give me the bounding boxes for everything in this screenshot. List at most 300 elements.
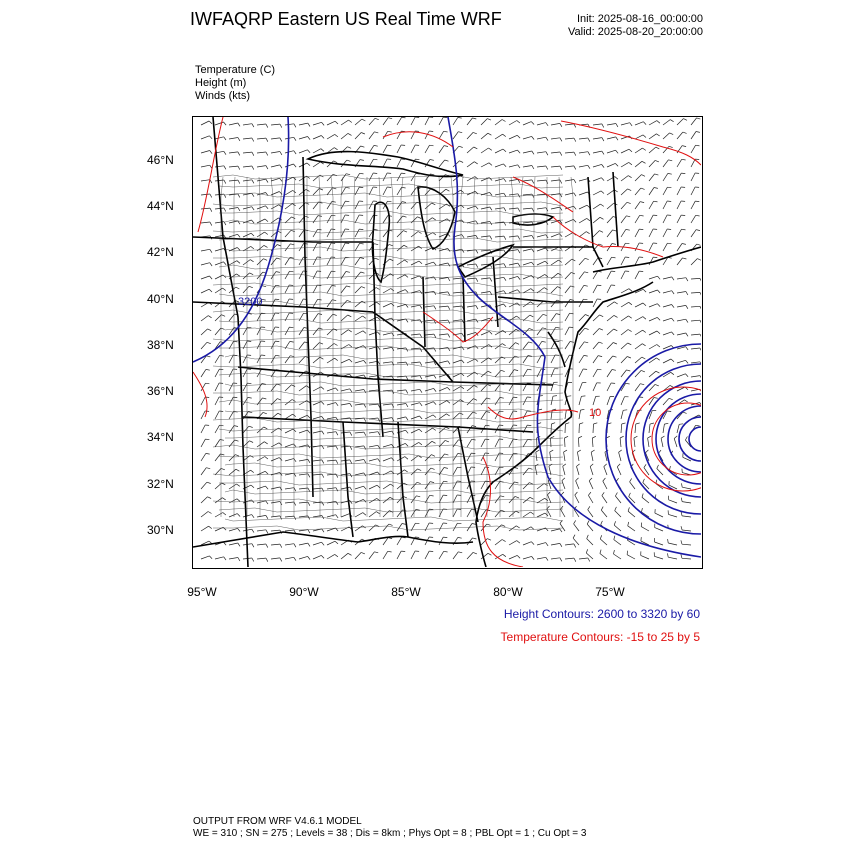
wind-barb-flag (346, 272, 350, 273)
wind-barb (201, 468, 206, 475)
wind-barb-flag (374, 132, 378, 133)
wind-barb (677, 187, 681, 195)
wind-barb-flag (250, 456, 253, 458)
lon-label-90: 90°W (289, 585, 319, 599)
wind-barb (327, 358, 335, 363)
wind-barb-flag (646, 450, 649, 453)
wind-barb (649, 384, 655, 391)
wind-barb-flag (672, 332, 675, 335)
wind-barb-flag (209, 556, 212, 559)
wind-barb-flag (220, 425, 224, 426)
wind-barb (628, 511, 635, 517)
wind-barb-flag (584, 355, 588, 356)
wind-barb (607, 244, 612, 252)
wind-barb (383, 471, 391, 475)
wind-barb-flag (335, 388, 338, 391)
wind-barb (509, 511, 516, 517)
wind-barb-flag (560, 123, 562, 126)
wind-barb (551, 180, 560, 181)
wind-barb (411, 403, 420, 405)
wind-barb (425, 262, 434, 265)
wind-barb (550, 452, 551, 461)
wind-barb-flag (292, 400, 295, 402)
wind-barb (271, 487, 280, 489)
wind-barb-flag (473, 132, 477, 133)
wind-barb (587, 524, 593, 531)
wind-barb (495, 149, 503, 153)
wind-barb-flag (573, 219, 576, 222)
wind-barb-flag (206, 383, 210, 384)
wind-barb (579, 396, 581, 405)
wind-barb-flag (280, 558, 282, 562)
wind-barb (411, 276, 419, 279)
wind-barb-flag (223, 527, 226, 530)
wind-barb (523, 497, 530, 503)
wind-barb (565, 558, 574, 559)
wind-barb-flag (308, 556, 311, 559)
wind-barb (341, 133, 348, 139)
wind-barb (299, 271, 303, 279)
wind-barb (285, 204, 292, 209)
wind-barb (663, 243, 667, 251)
wind-barb (668, 557, 677, 559)
wind-barb (271, 178, 280, 181)
wind-barb-flag (626, 383, 630, 384)
wind-barb (215, 411, 219, 419)
wind-barb (509, 135, 517, 139)
wind-barb-flag (629, 302, 632, 305)
wind-barb (509, 276, 518, 279)
atlantic-coast (476, 282, 653, 567)
wind-barb (615, 496, 621, 503)
wind-barb (257, 232, 265, 237)
wind-barb (327, 446, 336, 447)
wind-barb-flag (650, 423, 654, 424)
wind-barb (537, 248, 546, 251)
wind-barb-flag (251, 470, 254, 472)
county-line (213, 310, 563, 314)
wind-barb-flag (504, 236, 506, 240)
wind-barb-flag (461, 190, 464, 192)
wind-barb-flag (532, 136, 535, 139)
wind-barb-flag (592, 436, 596, 438)
wind-barb (355, 360, 364, 363)
wind-barb (481, 207, 490, 209)
wind-barb-flag (290, 271, 294, 272)
wind-barb (243, 515, 252, 517)
wind-barb (682, 516, 691, 517)
wind-barb-flag (308, 530, 310, 534)
wind-barb (537, 274, 545, 279)
wind-barb-flag (532, 556, 535, 559)
wind-barb (355, 272, 361, 279)
wind-barb (369, 445, 378, 447)
wind-barb-flag (548, 492, 551, 495)
wind-barb-flag (224, 222, 226, 226)
wind-barb (453, 320, 462, 321)
wind-barb (341, 174, 346, 181)
wind-barb (201, 276, 210, 279)
wind-barb-flag (236, 274, 239, 276)
wind-barb-flag (348, 315, 352, 317)
lat-label-36: 36°N (147, 384, 174, 398)
wind-barb (313, 122, 322, 125)
wind-barb-flag (560, 152, 562, 156)
wind-barb (313, 216, 318, 223)
wind-barb (439, 219, 447, 223)
wind-barb-flag (277, 399, 281, 401)
wind-barb (229, 314, 235, 321)
wind-barb-flag (681, 512, 682, 516)
wind-barb (495, 193, 504, 195)
wind-barb-flag (636, 423, 640, 424)
wind-barb-flag (551, 436, 555, 438)
wind-barb-flag (432, 441, 436, 443)
county-line (439, 177, 440, 517)
wind-barb-flag (224, 194, 226, 198)
wind-barb (551, 327, 556, 335)
wind-barb (215, 468, 221, 475)
wind-barb-flag (574, 193, 576, 196)
wind-barb (607, 230, 613, 237)
wind-barb (677, 173, 681, 181)
wind-barb-flag (332, 285, 336, 286)
wind-barb (341, 403, 350, 405)
wind-barb (383, 484, 391, 489)
wind-barb-flag (629, 149, 632, 152)
wind-barb-flag (209, 289, 212, 292)
wind-barb (509, 541, 517, 545)
wind-barb (257, 515, 266, 517)
wind-barb-flag (668, 160, 672, 161)
wind-barb (635, 122, 643, 125)
wind-barb-flag (601, 178, 604, 181)
wind-barb (589, 481, 593, 489)
wind-barb (285, 164, 294, 167)
wind-barb-flag (387, 145, 391, 146)
wind-barb (481, 119, 487, 125)
wind-barb-flag (206, 369, 210, 370)
wind-barb (523, 483, 529, 489)
wind-barb-flag (518, 208, 520, 212)
wind-barb (229, 514, 237, 517)
wind-barb (383, 390, 392, 391)
wind-barb (635, 135, 643, 139)
wind-barb-flag (349, 120, 352, 122)
wind-barb (439, 551, 444, 559)
wind-barb (313, 542, 322, 545)
county-line (219, 211, 563, 215)
wind-barb (299, 328, 304, 336)
wind-barb-flag (600, 535, 601, 539)
wind-barb-flag (597, 285, 601, 286)
wind-barb (579, 205, 587, 209)
wind-barb-flag (321, 136, 324, 139)
wind-barb (383, 289, 391, 294)
wind-barb (649, 276, 658, 279)
wind-barb-flag (360, 160, 364, 161)
wind-barb-flag (598, 369, 602, 370)
wind-barb (299, 299, 303, 307)
wind-barb-flag (460, 161, 464, 163)
wind-barb-flag (586, 232, 589, 234)
wind-barb (229, 208, 238, 210)
wind-barb-flag (251, 233, 254, 236)
wind-barb-flag (248, 327, 252, 328)
wind-barb (565, 300, 570, 308)
wind-barb (495, 208, 504, 209)
wind-barb (355, 258, 360, 265)
wind-barb-flag (588, 492, 591, 495)
wind-barb-flag (571, 286, 575, 287)
wind-barb-flag (364, 486, 367, 489)
wind-barb (299, 150, 307, 153)
wind-barb-flag (600, 315, 604, 317)
wind-barb-flag (377, 302, 380, 304)
height-contours-info: Height Contours: 2600 to 3320 by 60 (503, 607, 700, 621)
wind-barb (271, 384, 277, 391)
wind-barb (621, 229, 626, 237)
wind-barb (621, 316, 628, 321)
wind-barb-flag (318, 229, 322, 230)
wind-barb (523, 262, 532, 265)
wind-barb (509, 397, 513, 405)
wind-barb-flag (305, 203, 309, 205)
wind-barb (411, 117, 415, 125)
wind-barb-flag (321, 149, 324, 152)
wind-barb (271, 152, 280, 154)
wind-barb-flag (502, 344, 505, 346)
wind-barb (201, 208, 210, 209)
wind-barb-flag (334, 161, 338, 163)
wind-barb (271, 502, 280, 504)
wind-barb (509, 482, 515, 489)
wind-barb (201, 556, 209, 559)
wind-barb-flag (420, 376, 422, 380)
wind-barb (397, 216, 403, 223)
wind-barb-flag (474, 162, 477, 164)
wind-barb-flag (420, 305, 422, 308)
wind-barb (635, 424, 636, 433)
wind-barb-flag (363, 331, 366, 334)
wind-barb-flag (318, 299, 322, 300)
wind-barb (439, 387, 447, 391)
wind-barb-flag (668, 173, 672, 174)
wind-barb (313, 328, 319, 335)
wind-barb-flag (458, 132, 462, 133)
footer-model-line: OUTPUT FROM WRF V4.6.1 MODEL (193, 816, 362, 827)
wind-barb-flag (280, 544, 282, 548)
wind-barb (593, 258, 598, 265)
wind-barb (607, 329, 614, 335)
wind-barb-flag (503, 554, 506, 556)
wind-barb-flag (561, 492, 564, 495)
wind-barb-flag (308, 123, 310, 126)
wind-barb (201, 411, 205, 419)
wind-barb (579, 192, 588, 195)
wind-barb-flag (359, 229, 363, 230)
wind-barb-flag (643, 135, 646, 138)
wind-barb-flag (402, 202, 406, 203)
wind-barb-flag (543, 314, 547, 315)
wind-barb (635, 303, 643, 307)
wind-barb (257, 124, 266, 125)
wind-barb (627, 555, 635, 559)
wind-barb-flag (308, 474, 310, 478)
wind-barb (593, 178, 601, 181)
wind-barb (201, 453, 206, 461)
wind-barb-flag (263, 259, 267, 261)
county-line (559, 177, 560, 517)
wind-barb (215, 328, 221, 335)
wind-barb (649, 229, 653, 237)
wind-barb (285, 271, 290, 279)
wind-barb (355, 133, 361, 140)
wind-barb (677, 201, 681, 209)
wind-barb (635, 357, 642, 363)
wind-barb-flag (682, 229, 686, 230)
wind-barb (201, 180, 210, 181)
wind-barb-flag (420, 348, 422, 352)
wind-barb-flag (294, 124, 296, 128)
lon-label-95: 95°W (187, 585, 217, 599)
wind-barb (467, 453, 471, 461)
wind-barb-flag (529, 328, 533, 330)
wind-barb (215, 557, 224, 559)
wind-barb (327, 417, 336, 419)
wind-barb (383, 274, 390, 279)
wind-barb (600, 554, 607, 560)
wind-barb-flag (584, 285, 588, 286)
wind-barb (271, 544, 280, 545)
wind-barb-flag (345, 201, 349, 202)
wind-barb (285, 244, 290, 251)
wind-barb-flag (532, 208, 534, 212)
wind-barb-flag (517, 541, 520, 544)
wind-barb-flag (514, 453, 518, 454)
wind-barb (313, 555, 321, 559)
wind-barb (621, 343, 628, 349)
wind-barb (649, 121, 657, 125)
wind-barb-flag (374, 229, 378, 230)
wind-barb (593, 424, 594, 433)
wind-barb (669, 500, 677, 503)
wind-barb (682, 558, 691, 559)
wind-barb-flag (448, 334, 450, 338)
wind-barb-flag (322, 460, 324, 464)
wind-barb (215, 355, 220, 363)
wind-barb (535, 466, 537, 475)
wind-barb (579, 410, 581, 419)
wind-barb-flag (504, 264, 506, 268)
wind-barb (229, 411, 234, 419)
wind-barb (397, 524, 402, 532)
wind-barb-flag (667, 201, 671, 202)
wind-barb-flag (308, 543, 310, 546)
wind-barb (369, 201, 373, 209)
wind-barb-flag (266, 515, 268, 518)
wind-barb (257, 530, 266, 531)
wind-barb-flag (657, 331, 660, 334)
wind-barb (327, 243, 331, 251)
wind-barb-flag (518, 236, 520, 240)
wind-barb-flag (474, 147, 478, 149)
wind-barb (299, 285, 303, 293)
wind-barb-flag (513, 397, 517, 398)
wind-barb (551, 138, 560, 139)
wind-barb (495, 540, 502, 546)
wind-barb-flag (686, 333, 688, 336)
wind-barb-flag (644, 464, 646, 467)
wind-barb (537, 328, 542, 335)
wind-barb-flag (542, 328, 546, 329)
wind-barb-flag (542, 341, 546, 342)
wind-barb-flag (209, 136, 212, 139)
wind-barb (635, 344, 642, 349)
wind-barb (607, 370, 612, 378)
wind-barb-flag (473, 538, 477, 539)
wind-barb-flag (373, 173, 377, 174)
wind-barb (341, 229, 345, 237)
wind-barb-flag (247, 383, 251, 384)
wind-barb-flag (657, 317, 660, 320)
wind-barb-flag (388, 551, 392, 552)
wind-barb (621, 257, 625, 265)
wind-barb-flag (475, 359, 478, 362)
wind-barb (551, 287, 557, 293)
wind-barb-flag (612, 257, 616, 258)
wind-barb-flag (290, 244, 294, 245)
wind-barb-flag (401, 173, 405, 174)
wind-barb-flag (238, 138, 240, 141)
wind-barb-flag (656, 371, 660, 373)
wind-barb (215, 397, 219, 405)
wind-barb-flag (700, 334, 701, 338)
wind-barb-flag (292, 217, 296, 219)
wind-barb-flag (616, 150, 619, 153)
wind-barb-flag (376, 512, 379, 514)
wind-barb-flag (572, 259, 576, 261)
wind-barb-flag (683, 119, 687, 121)
northeast-coast (593, 247, 701, 272)
wind-barb-flag (447, 401, 450, 404)
wind-barb-flag (434, 348, 436, 352)
wind-barb (467, 385, 474, 391)
wind-barb-flag (350, 403, 352, 406)
wind-barb-flag (445, 454, 449, 455)
wind-barb (607, 356, 613, 363)
wind-barb (355, 404, 364, 405)
wind-barb-flag (322, 474, 324, 478)
wind-barb (614, 554, 622, 559)
wind-barb (677, 215, 681, 223)
wind-barb-flag (207, 342, 211, 343)
wind-barb (299, 543, 308, 545)
wind-barb (523, 151, 532, 153)
wind-barb-flag (223, 275, 226, 278)
wind-barb (537, 543, 546, 545)
wind-barb-flag (615, 177, 618, 180)
wind-barb-flag (476, 206, 479, 209)
wind-barb (663, 215, 667, 223)
wind-barb (481, 148, 489, 153)
wind-barb-flag (532, 166, 534, 170)
wind-barb-flag (319, 328, 323, 329)
wind-barb-flag (446, 189, 450, 191)
wind-barb-flag (321, 387, 324, 390)
wind-barb (369, 145, 374, 153)
wind-barb-flag (348, 133, 352, 135)
